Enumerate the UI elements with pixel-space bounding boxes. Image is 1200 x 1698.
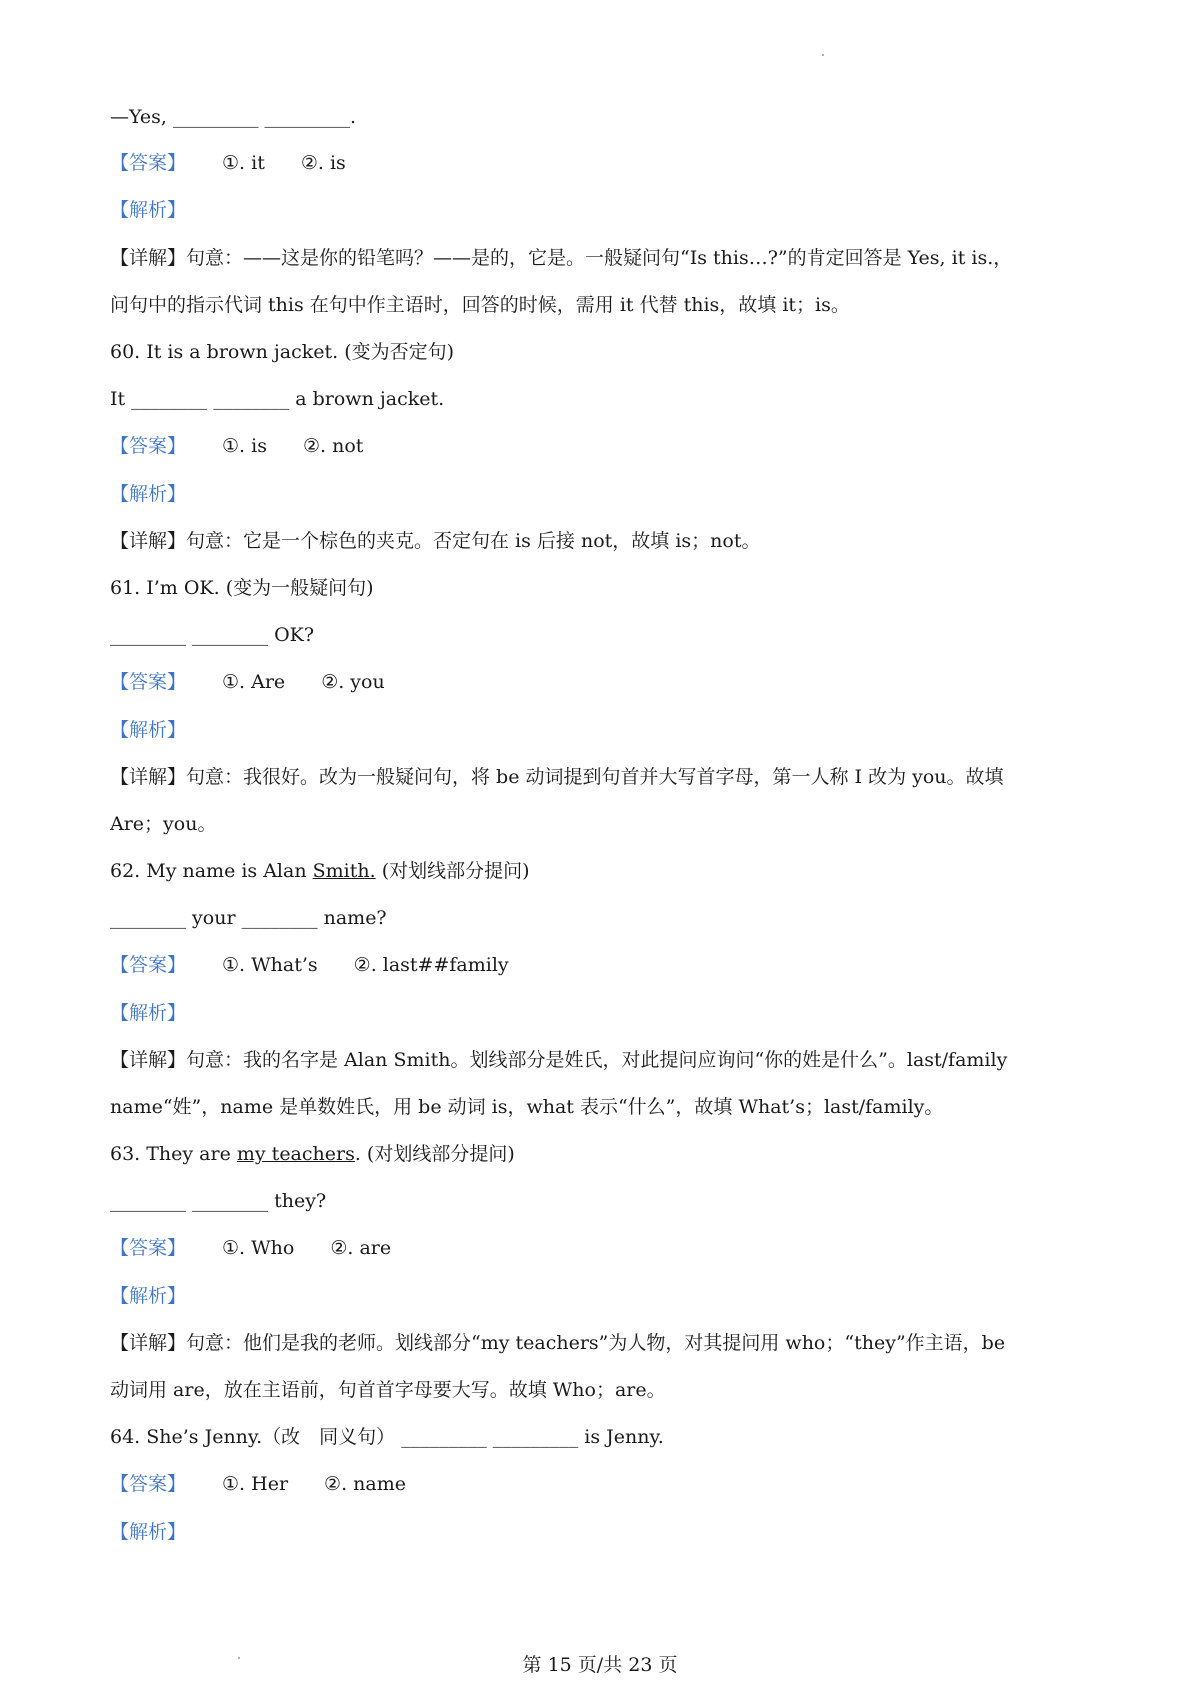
detail-text: 句意：我很好。改为一般疑问句，将 be 动词提到句首并大写首字母，第一人称 I 改为 you。故填 [186, 766, 1004, 788]
answer-2: ②. last##family [353, 954, 509, 976]
detail-tag: 【详解】 [110, 766, 187, 788]
underlined-text: my teachers [236, 1143, 355, 1165]
answer-2: ②. is [300, 152, 346, 174]
q62-answer [110, 950, 1100, 980]
q62-question [110, 856, 1100, 886]
q59-answer [110, 148, 1100, 178]
q61-answer [110, 667, 1100, 697]
analysis-tag: 【解析】 [110, 1002, 187, 1024]
q62-blank-line: ________ your ________ name? [110, 907, 387, 929]
answer-1: ①. it [222, 152, 265, 174]
q60-blank-line: It ________ ________ a brown jacket. [110, 388, 445, 410]
q63-question [110, 1139, 1100, 1169]
q60-analysis [110, 479, 1100, 509]
analysis-tag: 【解析】 [110, 719, 187, 741]
detail-text: 句意：它是一个棕色的夹克。否定句在 is 后接 not，故填 is；not。 [186, 530, 761, 552]
answer-tag: 【答案】 [110, 954, 187, 976]
q59-answer-line: —Yes, _________ _________. [110, 106, 357, 128]
q60-answer [110, 431, 1100, 461]
detail-tag: 【详解】 [110, 1049, 187, 1071]
q59-detail-1 [110, 243, 1100, 273]
q61-question: 61. I’m OK. (变为一般疑问句) [110, 577, 374, 599]
q64-answer [110, 1469, 1100, 1499]
answer-1: ①. Are [222, 671, 286, 693]
detail-text: 句意：我的名字是 Alan Smith。划线部分是姓氏，对此提问应询问“你的姓是什么”。last/family [186, 1049, 1008, 1071]
answer-tag: 【答案】 [110, 1473, 187, 1495]
analysis-tag: 【解析】 [110, 483, 187, 505]
q62-detail-2: name“姓”，name 是单数姓氏，用 be 动词 is，what 表示“什么”，故填 What’s；last/family。 [110, 1096, 944, 1118]
q61-analysis [110, 715, 1100, 745]
answer-tag: 【答案】 [110, 435, 187, 457]
q59-analysis [110, 195, 1100, 225]
question-instruction: . (对划线部分提问) [354, 1143, 515, 1165]
q61-detail-2: Are；you。 [110, 813, 217, 835]
analysis-tag: 【解析】 [110, 1521, 187, 1543]
question-text: 62. My name is Alan [110, 860, 313, 882]
answer-tag: 【答案】 [110, 1237, 187, 1259]
answer-tag: 【答案】 [110, 671, 187, 693]
answer-2: ②. you [321, 671, 385, 693]
answer-1: ①. Who [222, 1237, 295, 1259]
answer-1: ①. What’s [222, 954, 318, 976]
page-footer: 第 15 页/共 23 页 [522, 1654, 678, 1676]
q62-detail-1 [110, 1045, 1100, 1075]
q61-detail-1 [110, 762, 1100, 792]
analysis-tag: 【解析】 [110, 1285, 187, 1307]
underlined-text: Smith. [312, 860, 376, 882]
answer-2: ②. name [324, 1473, 406, 1495]
answer-2: ②. are [330, 1237, 392, 1259]
answer-1: ①. Her [222, 1473, 289, 1495]
detail-text: 句意：他们是我的老师。划线部分“my teachers”为人物，对其提问用 who；“they”作主语，be [186, 1332, 1006, 1354]
q63-blank-line: ________ ________ they? [110, 1190, 327, 1212]
q63-analysis [110, 1281, 1100, 1311]
q64-question: 64. She’s Jenny.（改 同义句） _________ _________ is Jenny. [110, 1426, 664, 1448]
q63-answer [110, 1233, 1100, 1263]
q64-analysis [110, 1517, 1100, 1547]
answer-1: ①. is [222, 435, 267, 457]
detail-tag: 【详解】 [110, 530, 187, 552]
answer-2: ②. not [302, 435, 364, 457]
scan-speck [822, 54, 824, 56]
answer-tag: 【答案】 [110, 152, 187, 174]
q60-question: 60. It is a brown jacket. (变为否定句) [110, 341, 455, 363]
q61-blank-line: ________ ________ OK? [110, 624, 315, 646]
q60-detail [110, 526, 1100, 556]
q62-analysis [110, 998, 1100, 1028]
q59-detail-2: 问句中的指示代词 this 在句中作主语时，回答的时候，需用 it 代替 this，故填 it；is。 [110, 294, 850, 316]
detail-tag: 【详解】 [110, 1332, 187, 1354]
detail-tag: 【详解】 [110, 247, 187, 269]
analysis-tag: 【解析】 [110, 199, 187, 221]
detail-text: 句意：——这是你的铅笔吗？——是的，它是。一般疑问句“Is this…?”的肯定回答是 Yes, it is.， [186, 247, 1013, 269]
q63-detail-1 [110, 1328, 1100, 1358]
question-text: 63. They are [110, 1143, 237, 1165]
question-instruction: (对划线部分提问) [375, 860, 530, 882]
q63-detail-2: 动词用 are，放在主语前，句首首字母要大写。故填 Who；are。 [110, 1379, 666, 1401]
